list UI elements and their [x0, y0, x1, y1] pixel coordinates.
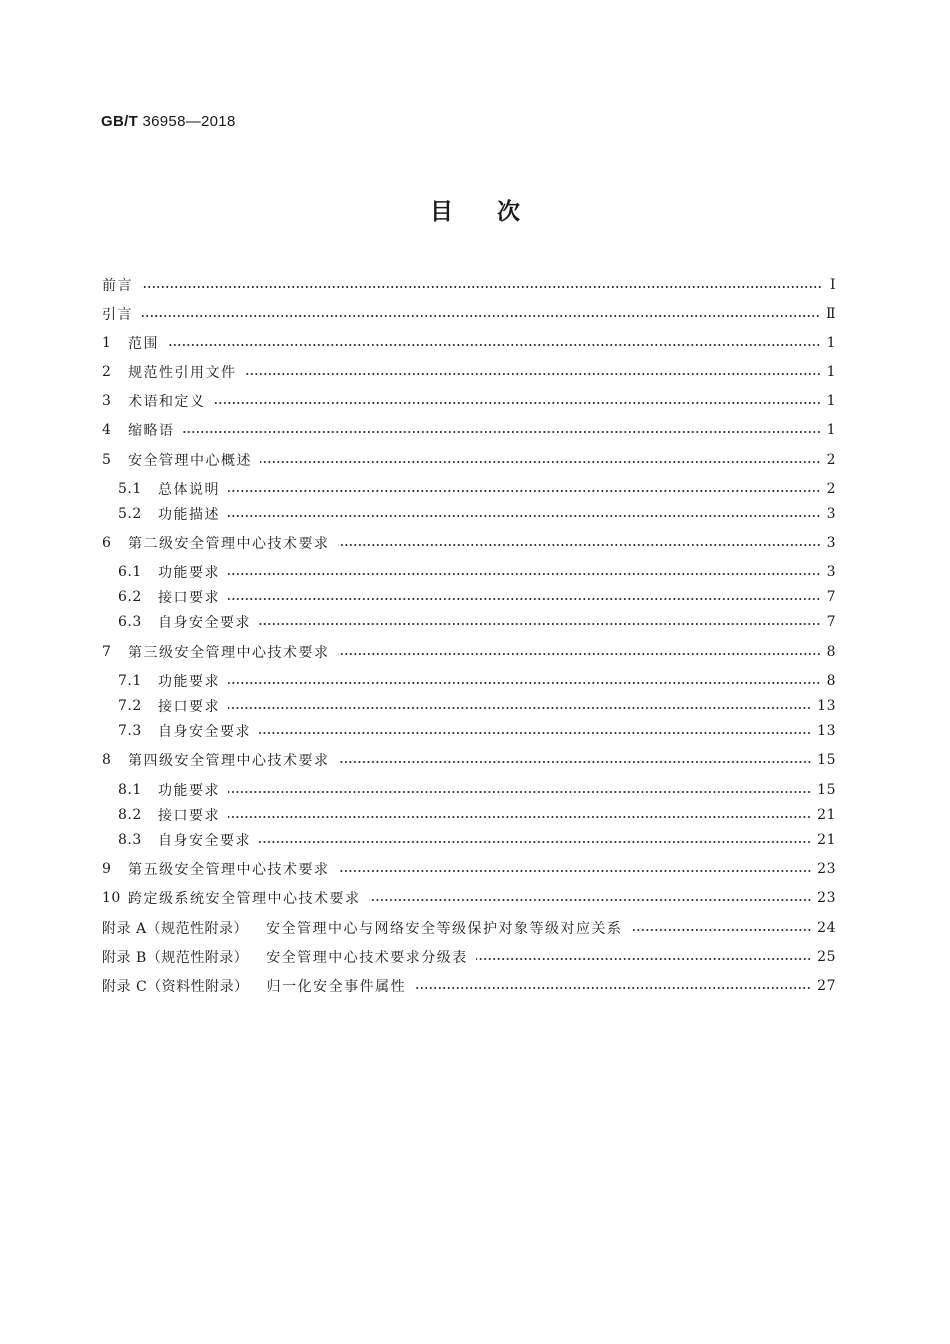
toc-entry-number: 7.1: [118, 673, 142, 689]
toc-leader-dots: [228, 490, 821, 492]
toc-entry-9[interactable]: [102, 858, 836, 880]
toc-leader-dots: [141, 286, 822, 288]
toc-entry-number: 9: [102, 861, 112, 877]
toc-entry-number: 6.2: [118, 589, 142, 605]
toc-entry-page: 25: [817, 949, 836, 965]
toc-leader-dots: [259, 732, 811, 734]
toc-entry-title: 缩略语: [128, 423, 175, 439]
toc-entry-page: 7: [826, 614, 836, 630]
toc-entry-8-2[interactable]: [118, 804, 836, 826]
toc-leader-dots: [245, 373, 821, 375]
toc-entry-number: 7.2: [118, 698, 142, 714]
toc-entry-number: 5: [102, 452, 112, 468]
toc-entry-appendix-c[interactable]: [102, 975, 836, 997]
toc-leader-dots: [228, 791, 811, 793]
toc-entry-page: 2: [826, 452, 836, 468]
toc-leader-dots: [228, 515, 821, 517]
standard-number: 36958—2018: [142, 113, 236, 130]
toc-entry-page: 27: [817, 978, 836, 994]
toc-entry-page: 24: [817, 920, 836, 936]
toc-entry-title: 总体说明: [158, 482, 220, 498]
toc-leader-dots: [414, 987, 811, 989]
toc-entry-number: 1: [102, 335, 112, 351]
toc-entry-title: 术语和定义: [128, 394, 206, 410]
toc-entry-title: 规范性引用文件: [128, 365, 237, 381]
toc-entry-7-3[interactable]: [118, 720, 836, 742]
toc-leader-dots: [338, 544, 821, 546]
toc-entry-title: 自身安全要求: [158, 724, 251, 740]
toc-entry-title: 接口要求: [158, 590, 220, 606]
toc-entry-page: 21: [817, 807, 836, 823]
toc-entry-5-2[interactable]: [118, 503, 836, 525]
toc-entry-page: 13: [817, 698, 836, 714]
toc-entry-page: Ⅱ: [825, 306, 836, 322]
toc-entry-page: 13: [817, 723, 836, 739]
toc-entry-number: 6.3: [118, 614, 142, 630]
toc-leader-dots: [260, 461, 821, 463]
toc-entry-title: 第四级安全管理中心技术要求: [128, 753, 330, 769]
standard-code: [101, 113, 236, 130]
toc-entry-page: 1: [826, 364, 836, 380]
toc-leader-dots: [259, 841, 811, 843]
toc-entry-number: 2: [102, 364, 112, 380]
toc-entry-number: 8.3: [118, 832, 142, 848]
toc-entry-5-1[interactable]: [118, 478, 836, 500]
toc-leader-dots: [228, 707, 811, 709]
toc-entry-number: 10: [102, 890, 121, 906]
toc-entry-title: 功能要求: [158, 783, 220, 799]
toc-entry-number: 7.3: [118, 723, 142, 739]
toc-entry-title: 第三级安全管理中心技术要求: [128, 645, 330, 661]
toc-entry-title: 归一化安全事件属性: [266, 979, 407, 995]
toc-entry-title: 引言: [102, 307, 133, 323]
toc-entry-2[interactable]: [102, 361, 836, 383]
toc-entry-number: 4: [102, 422, 112, 438]
toc-leader-dots: [228, 816, 811, 818]
toc-leader-dots: [167, 344, 821, 346]
toc-entry-number: 6: [102, 535, 112, 551]
toc-entry-number: 5.2: [118, 506, 142, 522]
standard-prefix: GB/T: [101, 113, 139, 130]
toc-leader-dots: [228, 573, 821, 575]
toc-entry-title: 功能要求: [158, 674, 220, 690]
toc-entry-5[interactable]: [102, 449, 836, 471]
toc-leader-dots: [259, 623, 821, 625]
toc-entry-page: 1: [826, 393, 836, 409]
toc-entry-title: 范围: [128, 336, 159, 352]
toc-entry-page: 1: [826, 422, 836, 438]
toc-entry-introduction[interactable]: [102, 303, 836, 325]
toc-entry-3[interactable]: [102, 390, 836, 412]
toc-entry-number: 8: [102, 752, 112, 768]
toc-entry-preface[interactable]: [102, 274, 836, 296]
toc-entry-title: 自身安全要求: [158, 833, 251, 849]
toc-entry-page: 3: [826, 564, 836, 580]
toc-entry-6[interactable]: [102, 532, 836, 554]
toc-leader-dots: [338, 653, 821, 655]
toc-entry-page: 21: [817, 832, 836, 848]
toc-entry-number: 6.1: [118, 564, 142, 580]
toc-entry-title: 接口要求: [158, 808, 220, 824]
toc-entry-page: 15: [817, 752, 836, 768]
toc-entry-4[interactable]: [102, 419, 836, 441]
toc-entry-10[interactable]: [102, 887, 836, 909]
toc-entry-6-3[interactable]: [118, 611, 836, 633]
toc-entry-number: 8.2: [118, 807, 142, 823]
toc-leader-dots: [476, 958, 811, 960]
toc-entry-title: 功能描述: [158, 507, 220, 523]
page-title: 目次: [430, 199, 564, 225]
toc-entry-number: 附录 C（资料性附录）: [102, 979, 249, 995]
toc-entry-page: 1: [826, 335, 836, 351]
toc-entry-number: 8.1: [118, 782, 142, 798]
toc-entry-6-1[interactable]: [118, 561, 836, 583]
toc-leader-dots: [369, 899, 812, 901]
toc-entry-page: 23: [817, 861, 836, 877]
toc-entry-title: 第五级安全管理中心技术要求: [128, 862, 330, 878]
toc-entry-page: 23: [817, 890, 836, 906]
toc-leader-dots: [338, 761, 812, 763]
toc-leader-dots: [228, 682, 821, 684]
toc-entry-title: 安全管理中心技术要求分级表: [266, 950, 468, 966]
toc-leader-dots: [338, 870, 812, 872]
toc-entry-number: 5.1: [118, 481, 142, 497]
toc-leader-dots: [141, 315, 820, 317]
toc-entry-7-1[interactable]: [118, 670, 836, 692]
toc-leader-dots: [214, 402, 821, 404]
toc-entry-title: 前言: [102, 278, 133, 294]
toc-entry-title: 接口要求: [158, 699, 220, 715]
toc-entry-number: 7: [102, 644, 112, 660]
toc-entry-page: 2: [826, 481, 836, 497]
toc-entry-appendix-b[interactable]: [102, 946, 836, 968]
toc-entry-6-2[interactable]: [118, 586, 836, 608]
toc-entry-number: 3: [102, 393, 112, 409]
toc-leader-dots: [228, 598, 821, 600]
toc-entry-7-2[interactable]: [118, 695, 836, 717]
toc-entry-title: 安全管理中心与网络安全等级保护对象等级对应关系: [266, 921, 623, 937]
toc-entry-number: 附录 A（规范性附录）: [102, 921, 249, 937]
toc-entry-8[interactable]: [102, 749, 836, 771]
toc-entry-page: 15: [817, 782, 836, 798]
toc-entry-title: 自身安全要求: [158, 615, 251, 631]
toc-entry-page: 8: [826, 644, 836, 660]
toc-entry-title: 功能要求: [158, 565, 220, 581]
toc-leader-dots: [183, 431, 821, 433]
toc-entry-page: 3: [826, 506, 836, 522]
toc-entry-page: Ⅰ: [829, 277, 836, 293]
toc-entry-page: 7: [826, 589, 836, 605]
toc-leader-dots: [631, 929, 812, 931]
toc-entry-number: 附录 B（规范性附录）: [102, 950, 249, 966]
toc-entry-8-1[interactable]: [118, 779, 836, 801]
toc-entry-7[interactable]: [102, 641, 836, 663]
toc-entry-8-3[interactable]: [118, 829, 836, 851]
toc-entry-title: 第二级安全管理中心技术要求: [128, 536, 330, 552]
toc-entry-page: 8: [826, 673, 836, 689]
toc-entry-title: 安全管理中心概述: [128, 453, 252, 469]
toc-entry-appendix-a[interactable]: [102, 917, 836, 939]
toc-entry-page: 3: [826, 535, 836, 551]
toc-entry-title: 跨定级系统安全管理中心技术要求: [128, 891, 361, 907]
toc-entry-1[interactable]: [102, 332, 836, 354]
